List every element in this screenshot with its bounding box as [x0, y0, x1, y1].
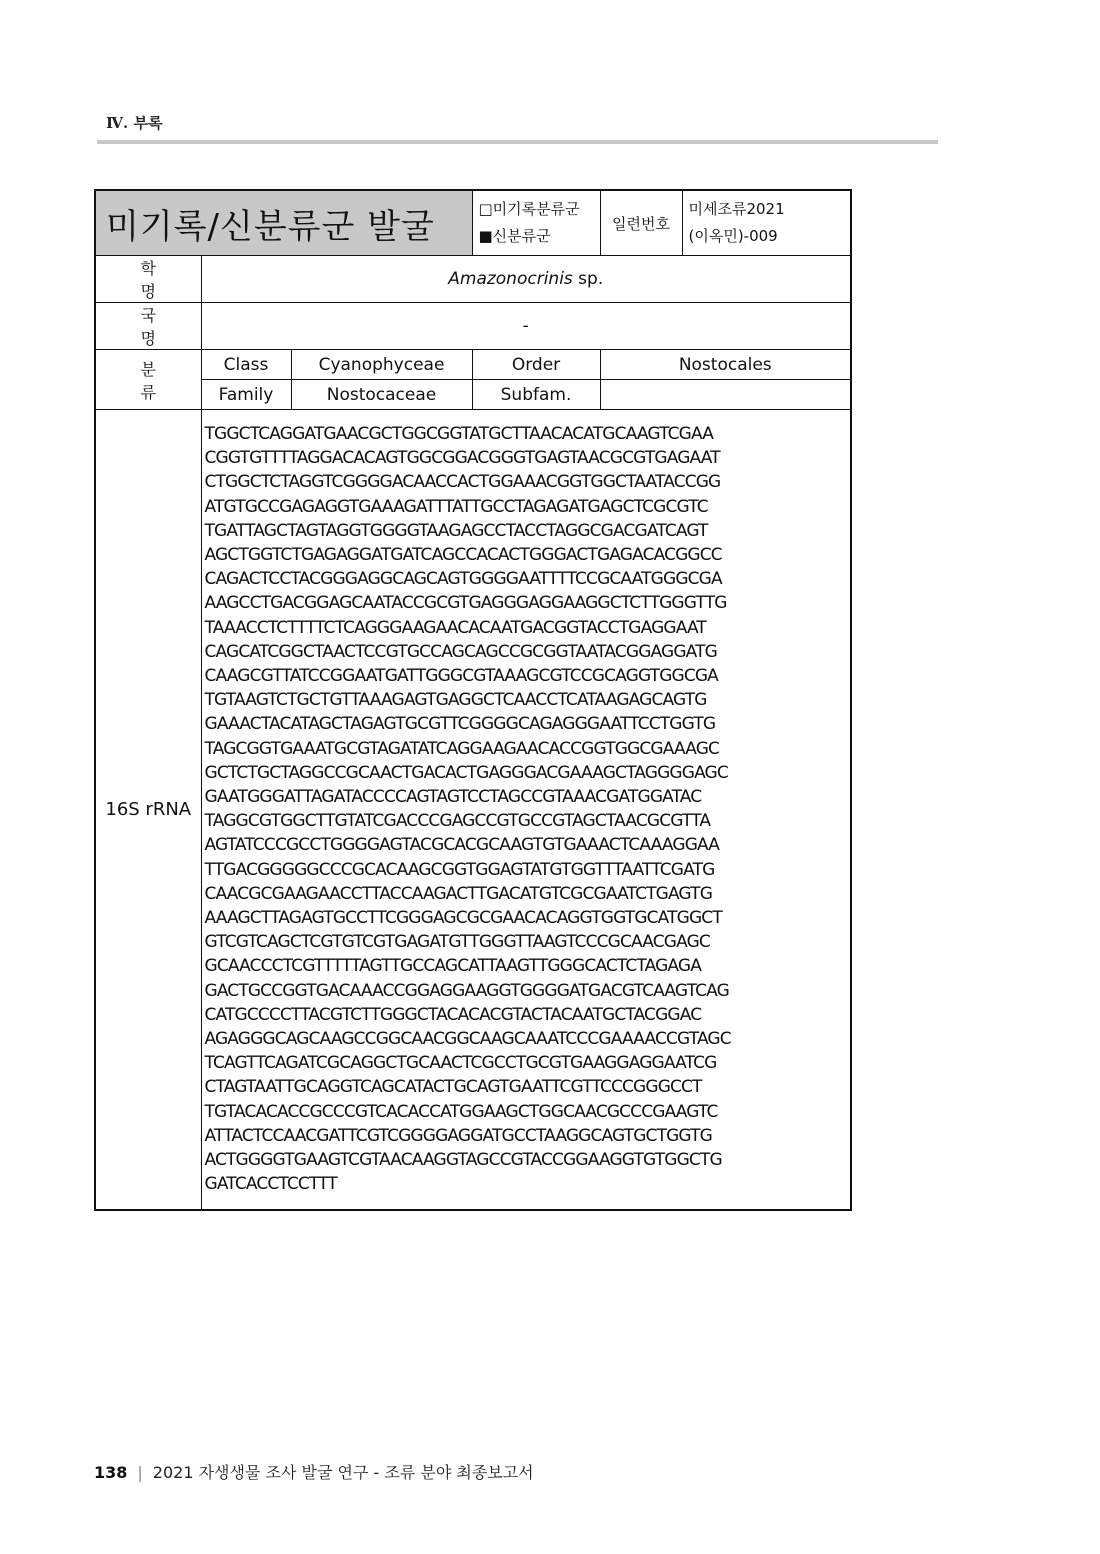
- report-title: 2021 자생생물 조사 발굴 연구 - 조류 분야 최종보고서: [152, 1463, 534, 1482]
- record-title: 미기록/신분류군 발굴: [95, 190, 472, 256]
- subfamily-label: Subfam.: [472, 380, 600, 410]
- scientific-name-suffix: sp.: [572, 269, 604, 289]
- sequence-line: GCAACCCTCGTTTTTAGTTGCCAGCATTAAGTTGGGCACTCTAGAGA: [204, 956, 702, 977]
- sequence-line: GTCGTCAGCTCGTGTCGTGAGATGTTGGGTTAAGTCCCGCAACGAGC: [204, 932, 710, 953]
- page-footer: [94, 1460, 534, 1483]
- sequence-line: CGGTGTTTTAGGACACAGTGGCGGACGGGTGAGTAACGCGTGAGAAT: [204, 448, 720, 469]
- sequence-line: CAGACTCCTACGGGAGGCAGCAGTGGGGAATTTTCCGCAATGGGCGA: [204, 569, 722, 590]
- scientific-name-label: 학 명: [95, 256, 201, 303]
- korean-name-label: 국 명: [95, 303, 201, 350]
- sequence-line: GAAACTACATAGCTAGAGTGCGTTCGGGGCAGAGGGAATTCCTGGTG: [204, 714, 716, 735]
- sequence-line: ACTGGGGTGAAGTCGTAACAAGGTAGCCGTACCGGAAGGTGTGGCTG: [204, 1150, 722, 1171]
- sequence-line: TAGGCGTGGCTTGTATCGACCCGAGCCGTGCCGTAGCTAACGCGTTA: [204, 811, 711, 832]
- family-label: Family: [201, 380, 291, 410]
- order-value: Nostocales: [600, 350, 851, 380]
- sequence-line: TGTAAGTCTGCTGTTAAAGAGTGAGGCTCAACCTCATAAGAGCAGTG: [204, 690, 707, 711]
- class-value: Cyanophyceae: [291, 350, 472, 380]
- sequence-line: TCAGTTCAGATCGCAGGCTGCAACTCGCCTGCGTGAAGGAGGAATCG: [204, 1053, 717, 1074]
- class-label: Class: [201, 350, 291, 380]
- serial-value-cell: [682, 190, 851, 256]
- sequence-line: TAAACCTCTTTTCTCAGGGAAGAACACAATGACGGTACCTGAGGAAT: [204, 617, 706, 638]
- page-number: 138: [94, 1463, 128, 1482]
- unrecorded-taxon-checkbox: □미기록분류군: [478, 200, 580, 218]
- sequence-line: CATGCCCCTTACGTCTTGGGCTACACACGTACTACAATGCTACGGAC: [204, 1004, 702, 1025]
- footer-separator: |: [137, 1463, 143, 1482]
- sequence-line: AGAGGGCAGCAAGCCGGCAACGGCAAGCAAATCCCGAAAACCGTAGC: [204, 1029, 731, 1050]
- new-taxon-checkbox: ■신분류군: [478, 227, 551, 245]
- sequence-line: ATTACTCCAACGATTCGTCGGGGAGGATGCCTAAGGCAGTGCTGGTG: [204, 1125, 712, 1146]
- sequence-line: TGTACACACCGCCCGTCACACCATGGAAGCTGGCAACGCCCGAAGTC: [204, 1101, 718, 1122]
- scientific-name-genus: Amazonocrinis: [448, 269, 573, 289]
- sequence-line: CAAGCGTTATCCGGAATGATTGGGCGTAAAGCGTCCGCAGGTGGCGA: [204, 666, 718, 687]
- serial-label: 일련번호: [600, 190, 682, 256]
- sequence-line: AGTATCCCGCCTGGGGAGTACGCACGCAAGTGTGAAACTCAAAGGAA: [204, 835, 720, 856]
- order-label: Order: [472, 350, 600, 380]
- classification-label: 분 류: [95, 350, 201, 410]
- sequence-line: AAAGCTTAGAGTGCCTTCGGGAGCGCGAACACAGGTGGTGCATGGCT: [204, 908, 722, 929]
- serial-value-line1: 미세조류2021: [688, 200, 785, 218]
- sequence-cell: [201, 410, 851, 1210]
- sequence-line: CTGGCTCTAGGTCGGGGACAACCACTGGAAACGGTGGCTAATACCGG: [204, 472, 721, 493]
- korean-name-value: -: [201, 303, 851, 350]
- sequence-line: CAGCATCGGCTAACTCCGTGCCAGCAGCCGCGGTAATACGGAGGATG: [204, 641, 717, 662]
- sequence-line: AGCTGGTCTGAGAGGATGATCAGCCACACTGGGACTGAGACACGGCC: [204, 545, 722, 566]
- sequence-line: ATGTGCCGAGAGGTGAAAGATTTATTGCCTAGAGATGAGCTCGCGTC: [204, 496, 708, 517]
- record-table: [94, 189, 852, 1211]
- sequence-line: CAACGCGAAGAACCTTACCAAGACTTGACATGTCGCGAATCTGAGTG: [204, 883, 713, 904]
- sequence-line: TGGCTCAGGATGAACGCTGGCGGTATGCTTAACACATGCAAGTCGAA: [204, 424, 713, 444]
- sequence-line: AAGCCTGACGGAGCAATACCGCGTGAGGGAGGAAGGCTCTTGGGTTG: [204, 593, 727, 614]
- record-type-cell: [472, 190, 600, 256]
- sequence-label: 16S rRNA: [95, 410, 201, 1210]
- sequence-line: GCTCTGCTAGGCCGCAACTGACACTGAGGGACGAAAGCTAGGGGAGC: [204, 762, 728, 783]
- sequence-line: TGATTAGCTAGTAGGTGGGGTAAGAGCCTACCTAGGCGACGATCAGT: [204, 520, 708, 541]
- section-header: Ⅳ. 부록: [106, 114, 163, 132]
- sequence-line: CTAGTAATTGCAGGTCAGCATACTGCAGTGAATTCGTTCCCGGGCCT: [204, 1077, 702, 1098]
- serial-value-line2: (이옥민)-009: [688, 227, 778, 245]
- sequence-line: TTGACGGGGGCCCGCACAAGCGGTGGAGTATGTGGTTTAATTCGATG: [204, 859, 715, 880]
- sequence-line: GACTGCCGGTGACAAACCGGAGGAAGGTGGGGATGACGTCAAGTCAG: [204, 980, 729, 1001]
- sequence-line: GATCACCTCCTTT: [204, 1174, 337, 1195]
- subfamily-value: [600, 380, 851, 410]
- header-divider: [97, 140, 938, 144]
- family-value: Nostocaceae: [291, 380, 472, 410]
- scientific-name-cell: [201, 256, 851, 303]
- sequence-line: TAGCGGTGAAATGCGTAGATATCAGGAAGAACACCGGTGGCGAAAGC: [204, 738, 720, 759]
- sequence-line: GAATGGGATTAGATACCCCAGTAGTCCTAGCCGTAAACGATGGATAC: [204, 787, 702, 808]
